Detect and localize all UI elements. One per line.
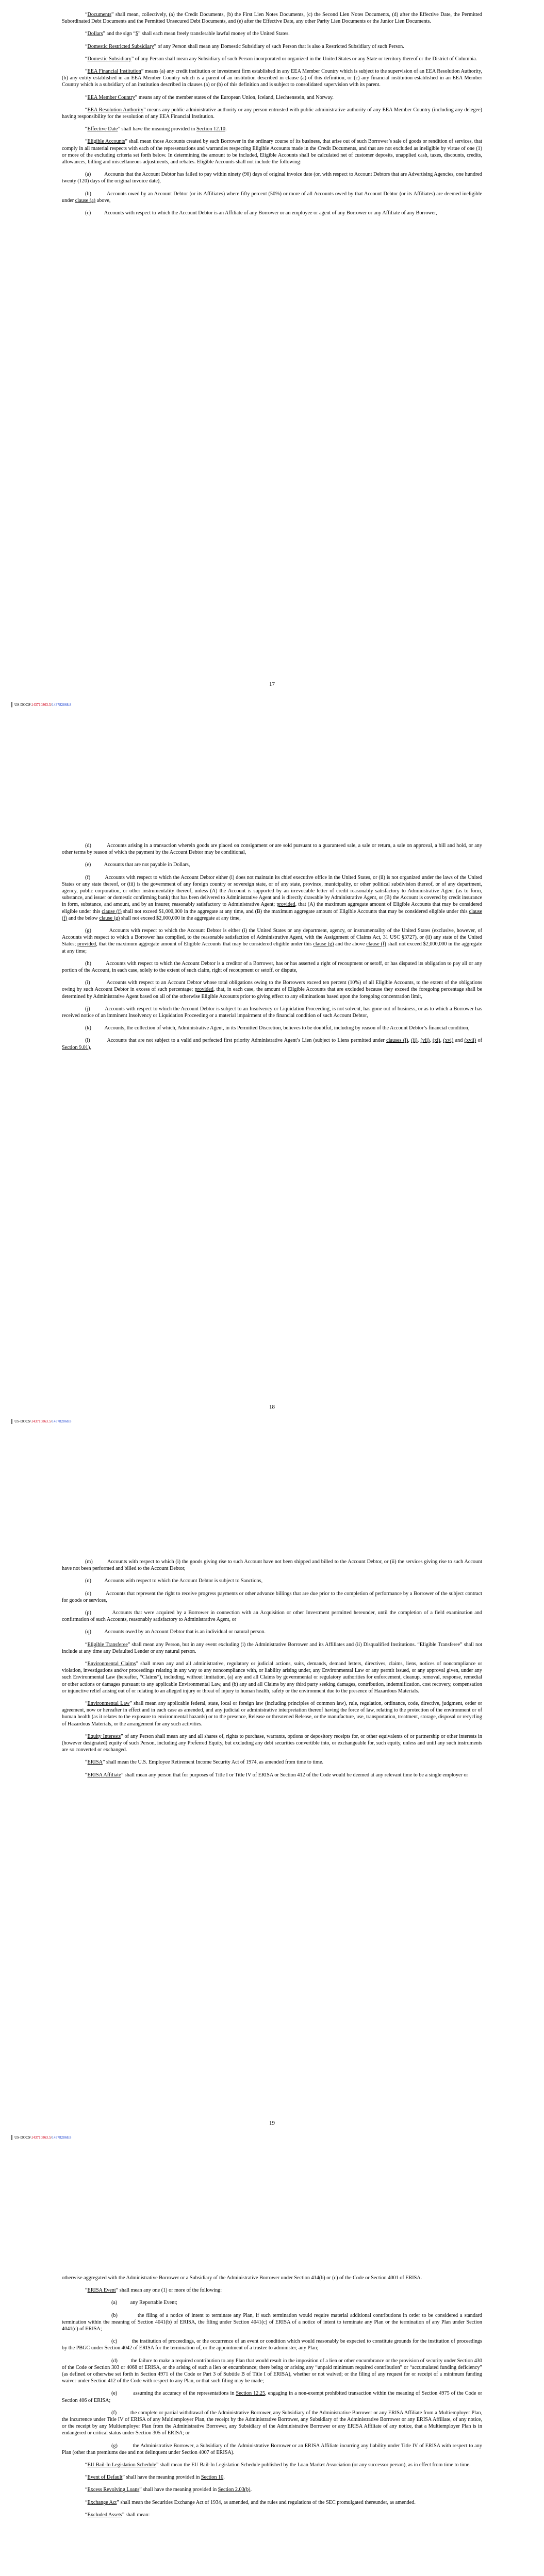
paragraph <box>62 1609 482 1623</box>
defined-term: Section 12.25 <box>236 2391 266 2397</box>
page-number: 19 <box>269 2120 275 2126</box>
paragraph <box>62 1037 482 1050</box>
defined-term: EEA Resolution Authority <box>87 107 144 113</box>
text-run: ” means any of the member states of the European Union, Iceland, Liechtenstein, and Norway. <box>135 94 334 100</box>
paragraph <box>62 2512 482 2518</box>
text-run: “ <box>85 2512 88 2518</box>
defined-term: EEA Financial Institution <box>87 69 141 75</box>
text-run: (e) Accounts that are not payable in Dollars, <box>85 862 190 868</box>
defined-term: (ii) <box>411 1038 418 1044</box>
text-run: (o) Accounts that represent the right to receive progress payments or other advance billings that are due prior to the completion of performance by a Borrower of the subject contract for goods or services, <box>62 1590 482 1603</box>
text-run: ” shall have the meaning provided in <box>122 2475 201 2481</box>
paragraph <box>62 2474 482 2481</box>
paragraph <box>62 1558 482 1572</box>
text-run: ” of any Person shall mean any Domestic Subsidiary of such Person that is also a Restricted Subsidiary of such Person. <box>154 43 404 49</box>
text-run: “ <box>85 31 88 37</box>
text-run: , engaging in a non-exempt prohibited transaction within the meaning of Section 4975 of the Code or Section 406 of ERISA; <box>62 2391 482 2403</box>
page-body <box>62 842 482 1057</box>
text-run: ” shall mean any person that for purposes of Title I or Title IV of ERISA or Section 412 of the Code would be deemed at any relevant time to be a single employer or <box>121 1772 468 1778</box>
text-run: “ <box>85 2499 88 2505</box>
text-run: ” shall have the meaning provided in <box>139 2487 218 2493</box>
text-run: “ <box>85 107 88 113</box>
defined-term: clause (g) <box>99 915 120 921</box>
text-run: ), <box>88 1044 91 1050</box>
paragraph <box>62 2358 482 2385</box>
doc-footer-id: US-DOCS\143710863.5/143782868.8 <box>14 703 72 707</box>
paragraph <box>62 68 482 89</box>
paragraph <box>62 2299 482 2306</box>
page-body <box>62 2275 482 2524</box>
text-run: ” shall mean the EU Bail-In Legislation Schedule published by the Loan Market Association (or any successor person), as in effect from time to time. <box>156 2462 471 2468</box>
text-run: , <box>417 1038 421 1044</box>
paragraph <box>62 107 482 120</box>
paragraph <box>62 1733 482 1754</box>
doc-footer-id: US-DOCS\143710863.5/143782868.8 <box>14 2136 72 2140</box>
defined-term: provided <box>194 987 213 993</box>
text-run: . <box>225 126 227 132</box>
text-run: (d) Accounts arising in a transaction wherein goods are placed on consignment or are sold pursuant to a guaranteed sale, a sale or return, a sale on approval, a bill and hold, or any other terms by reason of which the payment by the Account Debtor may be conditional, <box>62 843 482 856</box>
text-run: above, <box>95 197 111 204</box>
page-number: 18 <box>269 1404 275 1410</box>
text-run: “ <box>85 139 88 145</box>
text-run: ” shall mean those Accounts created by each Borrower in the ordinary course of its business, that arise out of such Borrower’s sale of goods or rendition of services, that comply in all material respects with each of the representations and warranties respecting Eligible Accounts made in the Credit Documents, and that are not excluded as ineligible by virtue of one (1) or more of the excluding criteria set forth below. In determining the amount to be included, Eligible Accounts shall be calculated net of customer deposits, unapplied cash, taxes, discounts, credits, allowances, billing and miscellaneous adjustments, and rebates. Eligible Accounts shall not include the following: <box>62 139 482 165</box>
paragraph <box>62 874 482 922</box>
text-run: “ <box>85 69 88 75</box>
text-run: ” of any Person shall mean any and all shares of, rights to purchase, warrants, options or depository receipts for, or other equivalents of or partnership or other interests in (however designated) equity of such Person, including any Preferred Equity, but excluding any debt securities convertible into, or exchangeable for, such equity, unless and until any such instruments are so converted or exchanged. <box>62 1733 482 1753</box>
doc-footer-id: US-DOCS\143710863.5/143782868.8 <box>14 1419 72 1423</box>
text-run: and the above <box>334 941 367 947</box>
paragraph <box>62 1006 482 1019</box>
text-run: (g) the Administrative Borrower, a Subsidiary of the Administrative Borrower or an ERISA Affiliate incurring any liability under Title IV of ERISA with respect to any Plan (other than premiums due and not delinquent under Section 4007 of ERISA). <box>62 2443 482 2455</box>
paragraph <box>62 1641 482 1655</box>
text-run: , that the maximum aggregate amount of Eligible Accounts that may be considered eligible under this <box>96 941 314 947</box>
text-run: , <box>440 1038 443 1044</box>
defined-term: clause (f) <box>102 908 122 914</box>
defined-term: Section 10 <box>201 2475 224 2481</box>
text-run: ” means (a) any credit institution or investment firm established in any EEA Member Country which is subject to the supervision of an EEA Resolution Authority, (b) any entity established in an EEA Member Country which is a parent of an institution described in clause (a) of this definition, or (c) any financial institution established in an EEA Member Country which is a subsidiary of an institution described in clauses (a) or (b) of this definition and is subject to consolidated supervision with its parent. <box>62 69 482 88</box>
defined-term: Section 9.01 <box>62 1044 88 1050</box>
defined-term: EEA Member Country <box>87 94 135 100</box>
text-run: “ <box>85 126 88 132</box>
paragraph <box>62 11 482 25</box>
defined-term: ERISA Affiliate <box>87 1772 121 1778</box>
defined-term: provided <box>276 902 295 908</box>
defined-term: Exchange Act <box>87 2499 117 2505</box>
text-run: ” shall mean any Person, but in any event excluding (i) the Administrative Borrower and its Affiliates and (ii) Disqualified Institutions. “Eligible Transferee” shall not include at any time any Defaulted Lender or any natural person. <box>62 1641 482 1654</box>
page-body <box>62 1558 482 1784</box>
text-run: “ <box>85 1759 88 1766</box>
defined-term: Environmental Law <box>87 1701 130 1707</box>
text-run: (b) the filing of a notice of intent to terminate any Plan, if such termination would require material additional contributions in order to be considered a standard termination within the meaning of Section 4041(b) of ERISA, the filing under Section 4041(c) of ERISA of a notice of intent to terminate any Plan or the termination of any Plan under Section 4041(c) of ERISA; <box>62 2312 482 2332</box>
paragraph <box>62 2312 482 2333</box>
page-number: 17 <box>269 681 275 687</box>
text-run: ” and the sign “ <box>103 31 136 37</box>
text-run: “ <box>85 1641 88 1648</box>
change-bar <box>11 1419 12 1424</box>
text-run: (c) Accounts with respect to which the Account Debtor is an Affiliate of any Borrower or an employee or agent of any Borrower or any Affiliate of any Borrower, <box>85 210 437 216</box>
defined-term: clause (g) <box>313 941 334 947</box>
paragraph <box>62 1629 482 1635</box>
text-run: “ <box>85 2287 88 2294</box>
text-run: ” shall have the meaning provided in <box>118 126 196 132</box>
defined-term: clauses (i) <box>386 1038 408 1044</box>
text-run: . <box>223 2475 225 2481</box>
paragraph <box>62 56 482 62</box>
text-run: ” shall mean any and all administrative, regulatory or judicial actions, suits, demands, demand letters, directives, claims, liens, notices of noncompliance or violation, investigations and/or proceedings relating in any way to any noncompliance with, or liability arising under, any Environmental Law or any permit issued, or any approval given, under any such Environmental Law (hereafter, “Claims”), including, without limitation, (a) any and all Claims by governmental or regulatory authorities for enforcement, cleanup, removal, response, remedial or other actions or damages pursuant to any applicable Environmental Law, and (b) any and all Claims by any third party seeking damages, contribution, indemnification, cost recovery, compensation or injunctive relief arising out of or relating to an alleged injury or threat of injury to human health, safety or the environment due to the presence of Hazardous Materials. <box>62 1661 482 1694</box>
defined-term: Section 12.10 <box>196 126 225 132</box>
defined-term: Section 2.03(b) <box>218 2487 251 2493</box>
paragraph <box>62 842 482 856</box>
text-run: (c) the institution of proceedings, or the occurrence of an event or condition which would reasonably be expected to constitute grounds for the institution of proceedings by the PBGC under Section 4042 of ERISA for the termination of, or the appointment of a trustee to administer, any Plan; <box>62 2338 482 2351</box>
defined-term: EU Bail-In Legislation Schedule <box>87 2462 156 2468</box>
text-run: , that, in each case, the amount of Eligible Accounts that are excluded because they exceed the foregoing percentage shall be determined by Administrative Agent based on all of the otherwise Eligible Accounts prior to giving effect to any eliminations based upon the foregoing concentration limit, <box>62 987 482 999</box>
paragraph <box>62 138 482 165</box>
defined-term: Documents <box>87 12 111 18</box>
text-run: (e) assuming the accuracy of the representations in <box>111 2391 236 2397</box>
paragraph <box>62 126 482 132</box>
text-run: and <box>453 1038 465 1044</box>
defined-term: Event of Default <box>87 2475 123 2481</box>
text-run: (d) the failure to make a required contribution to any Plan that would result in the imposition of a lien or other encumbrance or the provision of security under Section 430 of the Code or Section 303 or 4068 of ERISA, or the arising of such a lien or encumbrance; there being or arising any “unpaid minimum required contribution” or “accumulated funding deficiency” (as defined or otherwise set forth in Section 4971 of the Code or Part 3 of Subtitle B of Title I of ERISA), whether or not waived; or the filing of any request for or receipt of a minimum funding waiver under Section 412 of the Code with respect to any Plan, or that such filing may be made; <box>62 2358 482 2384</box>
page-body <box>62 11 482 222</box>
defined-term: Eligible Transferee <box>87 1641 128 1648</box>
text-run: “ <box>85 1701 88 1707</box>
text-run: “ <box>85 2487 88 2493</box>
paragraph <box>62 1660 482 1694</box>
text-run: (a) Accounts that the Account Debtor has failed to pay within ninety (90) days of original invoice date (or, with respect to Account Debtors that are Advertising Agencies, one hundred twenty (120) days of the original invoice date), <box>62 172 482 184</box>
paragraph <box>62 1590 482 1604</box>
text-run: ” means any public administrative authority or any person entrusted with public administrative authority of any EEA Member Country (including any delegee) having responsibility for the resolution of any EEA Financial Institution. <box>62 107 482 120</box>
text-run: ” shall mean any one (1) or more of the following: <box>116 2287 222 2294</box>
document-page-17 <box>0 0 544 719</box>
text-run: (k) Accounts, the collection of which, Administrative Agent, in its Permitted Discretion, believes to be doubtful, including by reason of the Account Debtor’s financial condition, <box>85 1025 470 1031</box>
text-run: ” shall each mean freely transferable lawful money of the United States. <box>138 31 290 37</box>
document-page-18 <box>0 719 544 1435</box>
defined-term: Excess Revolving Loans <box>87 2487 140 2493</box>
defined-term: ERISA Event <box>87 2287 116 2294</box>
text-run: otherwise aggregated with the Administrative Borrower or a Subsidiary of the Administrative Borrower under Section 414(b) or (c) of the Code or Section 4001 of ERISA. <box>62 2275 422 2281</box>
defined-term: (xvi) <box>443 1038 454 1044</box>
paragraph <box>62 2486 482 2493</box>
paragraph <box>62 1759 482 1766</box>
paragraph <box>62 1700 482 1727</box>
defined-term: Excluded Assets <box>87 2512 122 2518</box>
defined-term: Eligible Accounts <box>87 139 125 145</box>
text-run: (h) Accounts with respect to which the Account Debtor is a creditor of a Borrower, has or has asserted a right of recoupment or setoff, or has disputed its obligation to pay all or any portion of the Account, in each case, solely to the extent of such claim, right of recoupment or setoff, or dispute, <box>62 960 482 974</box>
text-run: (n) Accounts with respect to which the Account Debtor is subject to Sanctions, <box>85 1578 263 1584</box>
text-run: and the below <box>67 915 100 921</box>
document-page-19 <box>0 1435 544 2151</box>
text-run: (l) Accounts that are not subject to a valid and perfected first priority Administrative Agent’s Lien (subject to Liens permitted under <box>85 1038 387 1044</box>
defined-term: (xvii) <box>464 1038 476 1044</box>
document-page-20 <box>0 2151 544 2576</box>
defined-term: (xi) <box>432 1038 440 1044</box>
text-run: (p) Accounts that were acquired by a Borrower in connection with an Acquisition or other Investment permitted hereunder, until the completion of a field examination and confirmation of such Accounts, reasonably satisfactory to Administrative Agent, or <box>62 1610 482 1623</box>
paragraph <box>62 43 482 50</box>
text-run: ” shall mean the U.S. Employee Retirement Income Security Act of 1974, as amended from time to time. <box>102 1759 324 1766</box>
text-run: . <box>250 2487 252 2493</box>
paragraph <box>62 2410 482 2437</box>
paragraph <box>62 2338 482 2351</box>
text-run: , that (A) the maximum aggregate amount of Eligible Accounts that may be considered eligible under this <box>62 902 482 914</box>
text-run: (f) Accounts with respect to which the Account Debtor either (i) does not maintain its chief executive office in the United States, or (ii) is not organized under the laws of the United States or any state thereof, or (iii) is the government of any foreign country or sovereign state, or of any state, province, municipality, or other political subdivision thereof, or of any department, agency, public corporation, or other instrumentality thereof, unless (A) the Account is supported by an irrevocable letter of credit reasonably satisfactory to Administrative Agent (as to form, substance, and issuer or domestic confirming bank) that has been delivered to Administrative Agent and is directly drawable by Administrative Agent, or (B) the Account is covered by credit insurance in form, substance, and amount, and by an insurer, reasonably satisfactory to Administrative Agent; <box>62 874 482 908</box>
paragraph <box>62 2499 482 2506</box>
text-run: “ <box>85 1772 88 1778</box>
paragraph <box>62 210 482 216</box>
defined-term: clause (a) <box>75 197 96 204</box>
defined-term: Effective Date <box>87 126 118 132</box>
text-run: ” shall mean any applicable federal, state, local or foreign law (including principles of common law), rule, regulation, ordinance, code, directive, judgment, order or agreement, now or hereafter in effect and in each case as amended, and any judicial or administrative interpretation thereof having the force of law, relating to the protection of the environment or of human health (as it relates to the exposure to environmental hazards) or to the presence, Release or threatened Release, or the manufacture, use, transportation, treatment, storage, disposal or recycling of Hazardous Materials, or the arrangement for any such activities. <box>62 1701 482 1727</box>
paragraph <box>62 2462 482 2468</box>
text-run: “ <box>85 2462 88 2468</box>
text-run: , <box>430 1038 433 1044</box>
text-run: (m) Accounts with respect to which (i) the goods giving rise to such Account have not been shipped and billed to the Account Debtor, or (ii) the services giving rise to such Account have not been performed and billed to the Account Debtor, <box>62 1559 482 1572</box>
change-bar <box>11 702 12 707</box>
defined-term: ERISA <box>87 1759 103 1766</box>
text-run: ” shall mean the Securities Exchange Act of 1934, as amended, and the rules and regulations of the SEC promulgated thereunder, as amended. <box>117 2499 416 2505</box>
change-bar <box>11 2135 12 2140</box>
text-run: (g) Accounts with respect to which the Account Debtor is either (i) the United States or any department, agency, or instrumentality of the United States (exclusive, however, of Accounts with respect to which a Borrower has complied, to the reasonable satisfaction of Administrative Agent, with the Assignment of Claims Act, 31 USC §3727), or (ii) any state of the United States; <box>62 928 482 947</box>
paragraph <box>62 94 482 101</box>
text-run: shall not exceed $2,000,000 in the aggregate at any time; <box>62 941 482 954</box>
defined-term: Equity Interests <box>87 1733 121 1739</box>
text-run: (j) Accounts with respect to which the Account Debtor is subject to an Insolvency or Liquidation Proceeding, is not solvent, has gone out of business, or as to which a Borrower has received notice of an imminent Insolvency or Liquidation Proceeding or a material impairment of the financial condition of such Account Debtor, <box>62 1006 482 1019</box>
text-run: shall not exceed $2,000,000 in the aggregate at any time, <box>120 915 241 921</box>
defined-term: Environmental Claims <box>87 1661 136 1667</box>
text-run: “ <box>85 56 88 62</box>
paragraph <box>62 2275 482 2281</box>
text-run: ” shall mean, collectively, (a) the Credit Documents, (b) the First Lien Notes Documents, (c) the Second Lien Notes Documents, (d) after the Effective Date, the Permitted Subordinated Debt Documents and the Permitted Unsecured Debt Documents, and (e) after the Effective Date, any other Parity Lien Documents or the Junior Lien Documents. <box>62 12 482 25</box>
paragraph <box>62 1578 482 1584</box>
paragraph <box>62 960 482 974</box>
text-run: of <box>476 1038 483 1044</box>
text-run: , <box>408 1038 411 1044</box>
text-run: (i) Accounts with respect to an Account Debtor whose total obligations owing to the Borrowers exceed ten percent (10%) of all Eligible Accounts, to the extent of the obligations owing by such Account Debtor in excess of such percentage; <box>62 980 482 993</box>
text-run: (b) Accounts owed by an Account Debtor (or its Affiliates) where fifty percent (50%) or more of all Accounts owed by that Account Debtor (or its Affiliates) are deemed ineligible under <box>62 191 482 204</box>
defined-term: $ <box>135 31 138 37</box>
defined-term: provided <box>77 941 96 947</box>
paragraph <box>62 1772 482 1778</box>
text-run: ” of any Person shall mean any Subsidiary of such Person incorporated or organized in the United States or any State or territory thereof or the District of Columbia. <box>131 56 477 62</box>
text-run: shall not exceed $1,000,000 in the aggregate at any time, and (B) the maximum aggregate amount of Eligible Accounts that may be considered eligible under this <box>121 908 469 914</box>
paragraph <box>62 2390 482 2403</box>
paragraph <box>62 30 482 37</box>
text-run: “ <box>85 1733 88 1739</box>
text-run: (a) any Reportable Event; <box>111 2300 177 2306</box>
text-run: (q) Accounts owed by an Account Debtor that is an individual or natural person. <box>85 1629 266 1635</box>
text-run: “ <box>85 12 88 18</box>
paragraph <box>62 191 482 204</box>
text-run: “ <box>85 2475 88 2481</box>
text-run: “ <box>85 43 88 49</box>
defined-term: (vii) <box>420 1038 430 1044</box>
paragraph <box>62 1025 482 1031</box>
defined-term: clause (f) <box>62 908 483 921</box>
defined-term: clause (f) <box>366 941 386 947</box>
text-run: “ <box>85 94 88 100</box>
defined-term: Dollars <box>87 31 103 37</box>
paragraph <box>62 2443 482 2456</box>
text-run: (f) the complete or partial withdrawal of the Administrative Borrower, any Subsidiary of the Administrative Borrower or any ERISA Affiliate from a Multiemployer Plan, the incurrence under Title IV of ERISA of any Multiemployer Plan, the receipt by the Administrative Borrower, any Subsidiary of the Administrative Borrower or any ERISA Affiliate, of any notice, or the receipt by any Multiemployer Plan from the Administrative Borrower, any Subsidiary of the Administrative Borrower or any ERISA Affiliate of any notice, that a Multiemployer Plan is in endangered or critical status under Section 305 of ERISA; or <box>62 2410 482 2436</box>
paragraph <box>62 2287 482 2294</box>
paragraph <box>62 861 482 868</box>
defined-term: Domestic Subsidiary <box>87 56 131 62</box>
paragraph <box>62 979 482 1000</box>
paragraph <box>62 171 482 184</box>
paragraph <box>62 927 482 955</box>
text-run: ” shall mean: <box>122 2512 150 2518</box>
defined-term: Domestic Restricted Subsidiary <box>87 43 154 49</box>
text-run: “ <box>85 1661 88 1667</box>
